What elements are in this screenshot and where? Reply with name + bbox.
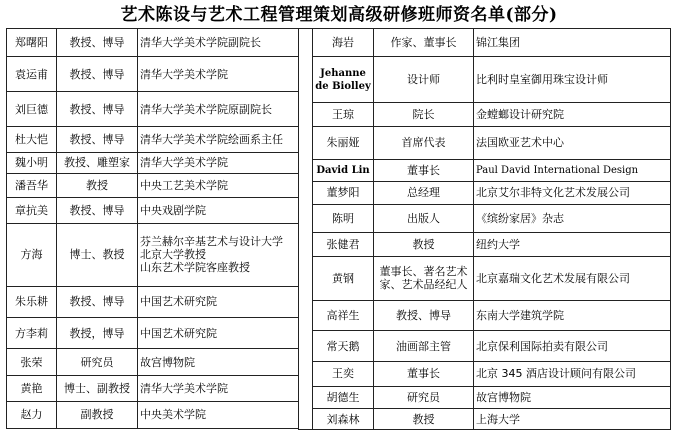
faculty-org — [138, 29, 299, 57]
faculty-name: 常天鹅 — [313, 330, 374, 361]
faculty-title: 研究员 — [57, 349, 138, 376]
faculty-org-line: 中央戏剧学院 — [140, 203, 206, 217]
table-row — [7, 29, 671, 57]
faculty-org-line: 清华大学美术学院 — [140, 67, 228, 81]
faculty-org: 故宫博物院 — [474, 386, 671, 409]
faculty-name: 郑曙阳 — [7, 29, 57, 57]
faculty-title: 总经理 — [374, 181, 474, 205]
faculty-title: 董事长 — [374, 160, 474, 181]
faculty-title: 油画部主管 — [374, 330, 474, 361]
faculty-table — [6, 28, 671, 430]
faculty-title: 教授、博导 — [57, 92, 138, 126]
faculty-name: 刘森林 — [313, 409, 374, 430]
faculty-name: 魏小明 — [7, 152, 57, 173]
faculty-name: 潘吾华 — [7, 174, 57, 198]
faculty-org — [138, 286, 299, 317]
faculty-name: 王琼 — [313, 103, 374, 127]
faculty-org-line: 清华大学美术学院绘画系主任 — [140, 132, 283, 146]
faculty-title: 董事长 — [374, 362, 474, 387]
faculty-name: 方李莉 — [7, 318, 57, 349]
faculty-title: 教授、博导 — [57, 29, 138, 57]
faculty-title: 教授、博导 — [57, 286, 138, 317]
faculty-org — [138, 318, 299, 349]
faculty-org-line: 清华大学美术学院原副院长 — [140, 102, 272, 116]
faculty-org — [138, 92, 299, 126]
faculty-name: 袁运甫 — [7, 56, 57, 91]
faculty-org-line: 清华大学美术学院 — [140, 156, 228, 170]
faculty-title: 教授、博导 — [57, 56, 138, 91]
faculty-org-line: 山东艺术学院客座教授 — [140, 261, 250, 275]
faculty-org — [138, 174, 299, 198]
faculty-title: 教授、博导 — [57, 126, 138, 152]
faculty-org: 法国欧亚艺术中心 — [474, 126, 671, 159]
faculty-name: 章抗美 — [7, 197, 57, 223]
faculty-org: 上海大学 — [474, 409, 671, 430]
faculty-title: 教授、雕塑家 — [57, 152, 138, 173]
faculty-org-line: 中国艺术研究院 — [140, 326, 217, 340]
faculty-org: 比利时皇室御用珠宝设计师 — [474, 56, 671, 102]
table-row — [7, 56, 671, 91]
faculty-title: 教授、博导 — [57, 197, 138, 223]
faculty-title: 出版人 — [374, 205, 474, 233]
faculty-name: Jehanne de Biolley — [313, 56, 374, 102]
faculty-org: 东南大学建筑学院 — [474, 300, 671, 330]
faculty-title: 教授 — [57, 174, 138, 198]
faculty-name: 张健君 — [313, 233, 374, 257]
faculty-title: 院长 — [374, 103, 474, 127]
faculty-org — [138, 401, 299, 428]
faculty-name: 刘巨德 — [7, 92, 57, 126]
faculty-org — [138, 376, 299, 402]
faculty-org-line: 清华大学美术学院副院长 — [140, 35, 261, 49]
faculty-name: 陈明 — [313, 205, 374, 233]
faculty-org: Paul David International Design — [474, 160, 671, 181]
faculty-org-line: 中央工艺美术学院 — [140, 178, 228, 192]
faculty-org-line: 北京大学教授 — [140, 248, 206, 262]
faculty-org-line: 中央美术学院 — [140, 408, 206, 422]
faculty-org: 纽约大学 — [474, 233, 671, 257]
faculty-title: 副教授 — [57, 401, 138, 428]
faculty-org — [138, 152, 299, 173]
faculty-org-line: 清华大学美术学院 — [140, 381, 228, 395]
faculty-org-line: 故宫博物院 — [140, 355, 195, 369]
faculty-name: 朱丽娅 — [313, 126, 374, 159]
faculty-name: 胡德生 — [313, 386, 374, 409]
faculty-title: 作家、董事长 — [374, 29, 474, 57]
faculty-title: 首席代表 — [374, 126, 474, 159]
faculty-org-line: 芬兰赫尔辛基艺术与设计大学 — [140, 235, 283, 249]
faculty-name: 黄艳 — [7, 376, 57, 402]
faculty-org: 北京艾尔非特文化艺术发展公司 — [474, 181, 671, 205]
faculty-title: 教授 — [374, 233, 474, 257]
table-row — [7, 126, 671, 152]
faculty-org — [138, 197, 299, 223]
faculty-name: 杜大恺 — [7, 126, 57, 152]
faculty-title: 教授、博导 — [374, 300, 474, 330]
faculty-name: 朱乐耕 — [7, 286, 57, 317]
faculty-title: 博士、副教授 — [57, 376, 138, 402]
faculty-org-line: 中国艺术研究院 — [140, 295, 217, 309]
faculty-name: 张荣 — [7, 349, 57, 376]
faculty-org — [138, 349, 299, 376]
faculty-org: 《缤纷家居》杂志 — [474, 205, 671, 233]
faculty-title: 教授，博导 — [57, 318, 138, 349]
faculty-org: 金螳螂设计研究院 — [474, 103, 671, 127]
faculty-name: 海岩 — [313, 29, 374, 57]
faculty-name: David Lin — [313, 160, 374, 181]
faculty-name: 赵力 — [7, 401, 57, 428]
faculty-title: 研究员 — [374, 386, 474, 409]
faculty-org: 北京嘉瑞文化艺术发展有限公司 — [474, 256, 671, 300]
faculty-name: 王奕 — [313, 362, 374, 387]
faculty-title: 博士、教授 — [57, 223, 138, 286]
document-title: 艺术陈设与艺术工程管理策划高级研修班师资名单(部分) — [120, 5, 558, 25]
faculty-org: 北京保利国际拍卖有限公司 — [474, 330, 671, 361]
column-divider — [299, 29, 313, 430]
faculty-org: 锦江集团 — [474, 29, 671, 57]
faculty-title: 董事长、著名艺术家、艺术品经纪人 — [374, 256, 474, 300]
faculty-title: 设计师 — [374, 56, 474, 102]
faculty-name: 董梦阳 — [313, 181, 374, 205]
faculty-org — [138, 126, 299, 152]
faculty-name: 黄钢 — [313, 256, 374, 300]
faculty-name: 方海 — [7, 223, 57, 286]
faculty-org — [138, 56, 299, 91]
faculty-name: 高祥生 — [313, 300, 374, 330]
faculty-org — [138, 223, 299, 286]
faculty-org: 北京 345 酒店设计顾问有限公司 — [474, 362, 671, 387]
faculty-title: 教授 — [374, 409, 474, 430]
